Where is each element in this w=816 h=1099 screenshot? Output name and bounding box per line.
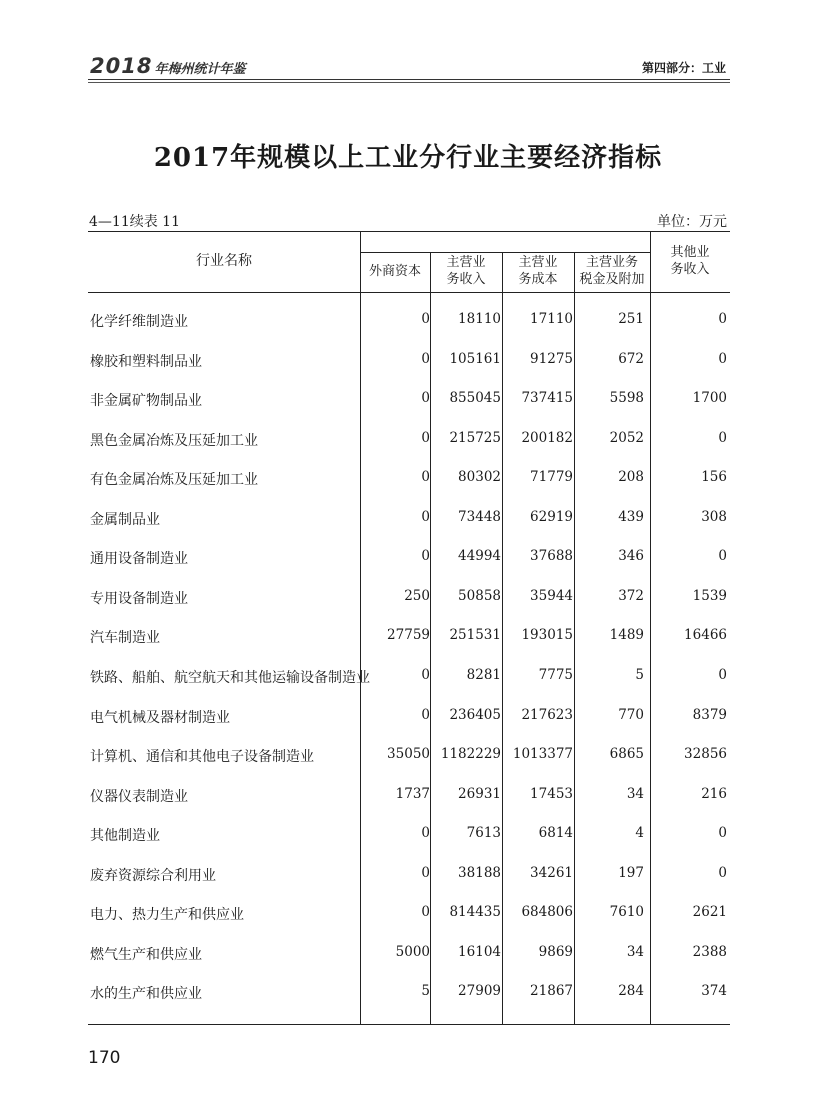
header-main-revenue: 主营业 务收入 bbox=[446, 255, 486, 287]
table-cell-other: 32856 bbox=[684, 746, 727, 762]
table-cell-revenue: 8281 bbox=[466, 667, 501, 683]
header-main-tax: 主营业务 税金及附加 bbox=[579, 255, 645, 287]
table-cell-other: 0 bbox=[718, 667, 727, 683]
table-cell-tax: 6865 bbox=[609, 746, 644, 762]
table-cell-tax: 34 bbox=[626, 944, 644, 960]
table-cell-foreign: 5000 bbox=[395, 944, 430, 960]
table-cell-revenue: 44994 bbox=[458, 548, 501, 564]
table-cell-revenue: 1182229 bbox=[440, 746, 501, 762]
table-cell-cost: 17453 bbox=[530, 786, 573, 802]
table-cell-other: 16466 bbox=[684, 627, 727, 643]
table-cell-revenue: 251531 bbox=[449, 627, 501, 643]
table-cell-other: 0 bbox=[718, 351, 727, 367]
table-cell-foreign: 0 bbox=[421, 667, 430, 683]
header-foreign-capital: 外商资本 bbox=[368, 264, 421, 279]
unit-label: 单位：万元 bbox=[657, 214, 727, 230]
table-cell-revenue: 18110 bbox=[458, 311, 501, 327]
table-cell-foreign: 0 bbox=[421, 390, 430, 406]
table-cell-revenue: 73448 bbox=[458, 509, 501, 525]
table-cell-foreign: 0 bbox=[421, 469, 430, 485]
table-row-name: 金属制品业 bbox=[90, 512, 160, 528]
table-cell-cost: 17110 bbox=[530, 311, 573, 327]
column-divider bbox=[502, 252, 503, 1024]
table-cell-other: 374 bbox=[701, 983, 727, 999]
table-cell-tax: 672 bbox=[618, 351, 644, 367]
table-cell-cost: 1013377 bbox=[512, 746, 573, 762]
table-cell-foreign: 0 bbox=[421, 707, 430, 723]
table-cell-foreign: 250 bbox=[404, 588, 430, 604]
table-cell-tax: 5 bbox=[635, 667, 644, 683]
table-row-name: 专用设备制造业 bbox=[90, 591, 188, 607]
table-cell-tax: 208 bbox=[618, 469, 644, 485]
table-row-name: 其他制造业 bbox=[90, 828, 160, 844]
table-cell-other: 308 bbox=[701, 509, 727, 525]
table-row-name: 化学纤维制造业 bbox=[90, 314, 188, 330]
table-cell-revenue: 50858 bbox=[458, 588, 501, 604]
table-bottom-rule bbox=[88, 1024, 730, 1025]
table-cell-other: 1700 bbox=[692, 390, 727, 406]
table-cell-tax: 7610 bbox=[609, 904, 644, 920]
table-cell-revenue: 7613 bbox=[466, 825, 501, 841]
table-cell-other: 1539 bbox=[692, 588, 727, 604]
table-row-name: 有色金属冶炼及压延加工业 bbox=[90, 472, 258, 488]
table-cell-tax: 372 bbox=[618, 588, 644, 604]
header-main-cost: 主营业 务成本 bbox=[518, 255, 558, 287]
table-cell-other: 2388 bbox=[692, 944, 727, 960]
yearbook-header bbox=[90, 54, 245, 78]
table-cell-tax: 770 bbox=[618, 707, 644, 723]
table-row-name: 铁路、船舶、航空航天和其他运输设备制造业 bbox=[90, 670, 370, 686]
table-row-name: 仪器仪表制造业 bbox=[90, 789, 188, 805]
table-cell-tax: 197 bbox=[618, 865, 644, 881]
table-cell-cost: 193015 bbox=[521, 627, 573, 643]
table-cell-revenue: 105161 bbox=[449, 351, 501, 367]
table-cell-other: 0 bbox=[718, 430, 727, 446]
table-cell-tax: 1489 bbox=[609, 627, 644, 643]
table-cell-foreign: 0 bbox=[421, 311, 430, 327]
table-cell-foreign: 0 bbox=[421, 865, 430, 881]
table-cell-other: 0 bbox=[718, 865, 727, 881]
table-cell-foreign: 0 bbox=[421, 825, 430, 841]
table-cell-cost: 71779 bbox=[530, 469, 573, 485]
table-row-name: 水的生产和供应业 bbox=[90, 986, 202, 1002]
table-cell-cost: 7775 bbox=[538, 667, 573, 683]
table-top-rule bbox=[88, 231, 730, 232]
header-sub-rule bbox=[360, 252, 650, 253]
page-number: 170 bbox=[88, 1048, 121, 1068]
table-cell-cost: 21867 bbox=[530, 983, 573, 999]
header-rule bbox=[88, 79, 730, 80]
table-row-name: 非金属矿物制品业 bbox=[90, 393, 202, 409]
table-cell-cost: 684806 bbox=[521, 904, 573, 920]
table-cell-tax: 4 bbox=[635, 825, 644, 841]
table-cell-revenue: 26931 bbox=[458, 786, 501, 802]
section-label: 第四部分：工业 bbox=[641, 61, 726, 75]
table-row-name: 燃气生产和供应业 bbox=[90, 947, 202, 963]
header-other-revenue: 其他业 务收入 bbox=[670, 245, 710, 277]
header-rule-thin bbox=[88, 82, 730, 83]
table-cell-other: 216 bbox=[701, 786, 727, 802]
table-cell-revenue: 855045 bbox=[449, 390, 501, 406]
table-cell-other: 8379 bbox=[692, 707, 727, 723]
yearbook-name: 年梅州统计年鉴 bbox=[154, 62, 246, 77]
table-row-name: 电气机械及器材制造业 bbox=[90, 710, 230, 726]
table-cell-revenue: 80302 bbox=[458, 469, 501, 485]
table-cell-cost: 200182 bbox=[521, 430, 573, 446]
table-cell-other: 0 bbox=[718, 311, 727, 327]
table-cell-other: 156 bbox=[701, 469, 727, 485]
page-title: 2017年规模以上工业分行业主要经济指标 bbox=[153, 143, 663, 173]
table-cell-foreign: 35050 bbox=[387, 746, 430, 762]
table-cell-foreign: 1737 bbox=[395, 786, 430, 802]
table-cell-revenue: 236405 bbox=[449, 707, 501, 723]
table-cell-other: 0 bbox=[718, 825, 727, 841]
table-cell-revenue: 215725 bbox=[449, 430, 501, 446]
table-cell-revenue: 27909 bbox=[458, 983, 501, 999]
yearbook-year: 2018 bbox=[90, 54, 153, 78]
table-row-name: 通用设备制造业 bbox=[90, 551, 188, 567]
table-row-name: 废弃资源综合利用业 bbox=[90, 868, 216, 884]
table-cell-cost: 34261 bbox=[530, 865, 573, 881]
table-cell-cost: 737415 bbox=[521, 390, 573, 406]
table-cell-other: 2621 bbox=[692, 904, 727, 920]
table-cell-foreign: 0 bbox=[421, 904, 430, 920]
table-cell-revenue: 38188 bbox=[458, 865, 501, 881]
column-divider bbox=[650, 231, 651, 1024]
table-cell-foreign: 0 bbox=[421, 509, 430, 525]
table-row-name: 黑色金属冶炼及压延加工业 bbox=[90, 433, 258, 449]
table-cell-revenue: 814435 bbox=[449, 904, 501, 920]
table-cell-foreign: 0 bbox=[421, 548, 430, 564]
table-code: 4—11续表 11 bbox=[89, 214, 180, 230]
table-cell-other: 0 bbox=[718, 548, 727, 564]
table-cell-foreign: 27759 bbox=[387, 627, 430, 643]
header-bottom-rule bbox=[88, 292, 730, 293]
table-cell-tax: 439 bbox=[618, 509, 644, 525]
header-industry-name: 行业名称 bbox=[196, 253, 252, 269]
table-cell-tax: 34 bbox=[626, 786, 644, 802]
column-divider bbox=[574, 252, 575, 1024]
table-cell-cost: 217623 bbox=[521, 707, 573, 723]
table-cell-tax: 2052 bbox=[609, 430, 644, 446]
table-cell-cost: 35944 bbox=[530, 588, 573, 604]
table-cell-tax: 284 bbox=[618, 983, 644, 999]
table-row-name: 橡胶和塑料制品业 bbox=[90, 354, 202, 370]
table-cell-foreign: 0 bbox=[421, 351, 430, 367]
table-row-name: 汽车制造业 bbox=[90, 630, 160, 646]
table-cell-tax: 251 bbox=[618, 311, 644, 327]
table-cell-cost: 9869 bbox=[538, 944, 573, 960]
table-cell-foreign: 0 bbox=[421, 430, 430, 446]
table-cell-tax: 5598 bbox=[609, 390, 644, 406]
table-cell-cost: 91275 bbox=[530, 351, 573, 367]
table-cell-tax: 346 bbox=[618, 548, 644, 564]
table-cell-revenue: 16104 bbox=[458, 944, 501, 960]
table-row-name: 电力、热力生产和供应业 bbox=[90, 907, 244, 923]
table-cell-cost: 37688 bbox=[530, 548, 573, 564]
table-cell-foreign: 5 bbox=[421, 983, 430, 999]
column-divider bbox=[430, 252, 431, 1024]
table-cell-cost: 62919 bbox=[530, 509, 573, 525]
table-cell-cost: 6814 bbox=[538, 825, 573, 841]
column-divider bbox=[360, 231, 361, 1024]
table-row-name: 计算机、通信和其他电子设备制造业 bbox=[90, 749, 314, 765]
